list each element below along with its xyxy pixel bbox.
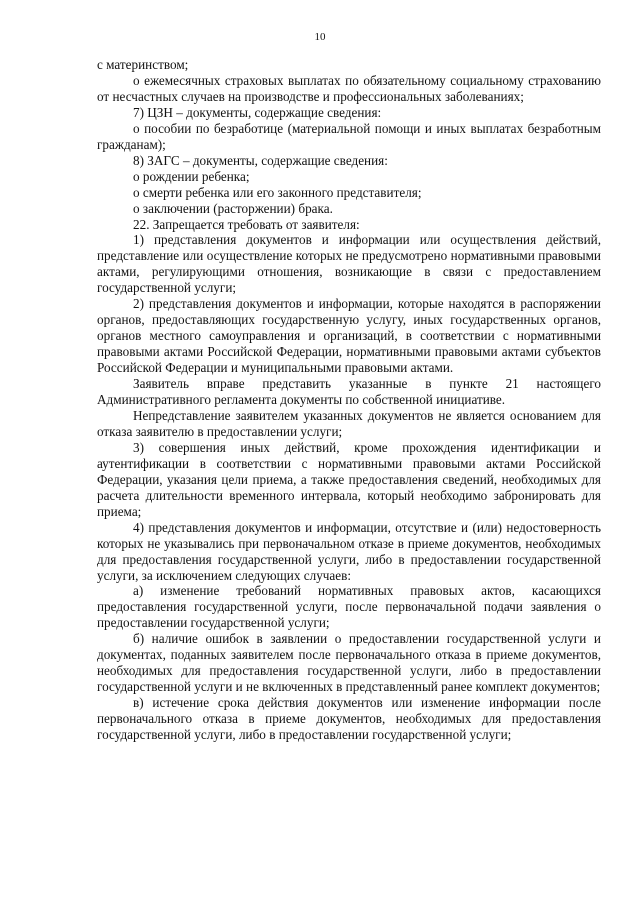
paragraph: с материнством; xyxy=(97,57,189,72)
paragraph: в) истечение срока действия документов или изменение информации после первоначального отказа в приеме документов, необходимых для предоставления государственной услуги, либо в предоставлении государственной услуги; xyxy=(97,695,601,743)
paragraph: 7) ЦЗН – документы, содержащие сведения: xyxy=(133,104,382,120)
paragraph: а) изменение требований нормативных правовых актов, касающихся предоставления государственной услуги, после первоначальной подачи заявления о предоставлении государственной услуги; xyxy=(97,583,601,631)
paragraph: о смерти ребенка или его законного представителя; xyxy=(133,184,422,200)
paragraph: о пособии по безработице (материальной помощи и иных выплатах безработным гражданам); xyxy=(97,120,601,152)
paragraph: Заявитель вправе представить указанные в пункте 21 настоящего Административного регламента документы по собственной инициативе. xyxy=(97,376,601,408)
paragraph: 22. Запрещается требовать от заявителя: xyxy=(133,216,360,232)
paragraph: 4) представления документов и информации, отсутствие и (или) недостоверность которых не указывались при первоначальном отказе в приеме документов, необходимых для предоставления государственной услуги, либо в предоставлении государственной услуги, за исключением следующих случаев: xyxy=(97,519,601,583)
paragraph: 8) ЗАГС – документы, содержащие сведения: xyxy=(133,152,388,168)
paragraph: б) наличие ошибок в заявлении о предоставлении государственной услуги и документах, поданных заявителем после первоначального отказа в приеме документов, необходимых для предоставления государственной услуги, либо в предоставлении государственной услуги и не включенных в представленный ранее комплект документов; xyxy=(97,631,601,695)
page-number: 10 xyxy=(314,31,326,43)
paragraph: Непредставление заявителем указанных документов не является основанием для отказа заявителю в предоставлении услуги; xyxy=(97,407,601,439)
paragraph: о заключении (расторжении) брака. xyxy=(133,200,333,216)
document-body xyxy=(97,57,601,743)
paragraph: 3) совершения иных действий, кроме прохождения идентификации и аутентификации в соответствии с нормативными правовыми актами Российской Федерации, указания цели приема, а также предоставления сведений, необходимых для расчета длительности временного интервала, который необходимо забронировать для приема; xyxy=(97,439,601,519)
paragraph: 1) представления документов и информации или осуществления действий, представление или осуществление которых не предусмотрено нормативными правовыми актами, регулирующими отношения, возникающие в связи с предоставлением государственной услуги; xyxy=(97,232,601,296)
paragraph: о рождении ребенка; xyxy=(133,168,250,184)
paragraph: о ежемесячных страховых выплатах по обязательному социальному страхованию от несчастных случаев на производстве и профессиональных заболеваниях; xyxy=(97,72,601,104)
paragraph: 2) представления документов и информации, которые находятся в распоряжении органов, предоставляющих государственную услугу, иных государственных органов, органов местного самоуправления и организаций, в соответствии с нормативными правовыми актами Российской Федерации, нормативными правовыми актами субъектов Российской Федерации и муниципальными правовыми актами. xyxy=(97,296,601,376)
